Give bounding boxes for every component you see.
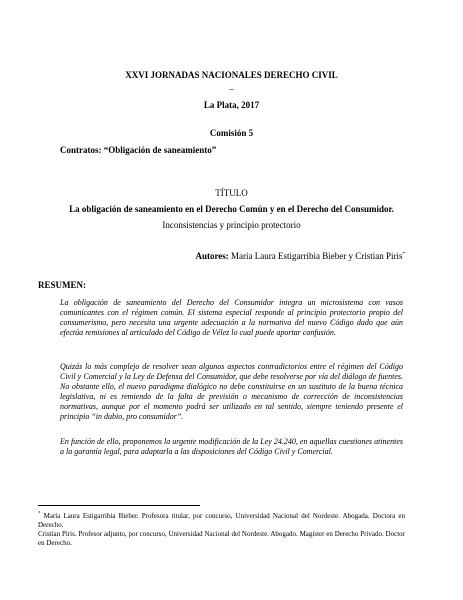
document-subtitle: Inconsistencias y principio protectorio	[162, 220, 301, 230]
footnote-mark: *	[38, 511, 41, 517]
summary-paragraph-2: Quizás lo más complejo de resolver sean algunos aspectos contradictorios entre el régimen del Código Civil y Comercial y la Ley de Defensa del Consumidor, que debe resolverse por vía del diálogo de fuentes. No obstante ello, el nuevo paradigma dialógico no debe constituirse en un sustituto de la buena técnica legislativa, ni es remiendo de la falta de previsión o mecanismo de corrección de inconsistencias normativas, aunque por el momento podrá ser utilizado en tal sentido, siempre teniendo presente el principio “in dubio, pro consumidor”.	[60, 362, 403, 421]
document-title: La obligación de saneamiento en el Derecho Común y en el Derecho del Consumidor.	[69, 204, 394, 214]
authors-label: Autores:	[195, 251, 229, 261]
authors-line	[195, 251, 405, 262]
summary-paragraph-1: La obligación de saneamiento del Derecho del Consumidor integra un microsistema con vasos comunicantes con el régimen común. El sistema especial responde al principio protectorio propio del consumerismo, pero necesita una urgente adecuación a la normativa del nuevo Código dado que aún efectúa remisiones al articulado del Código de Vélez lo cual puede aportar confusión.	[60, 298, 403, 337]
summary-heading: RESUMEN:	[38, 280, 87, 290]
authors-names: María Laura Estigarribia Bieber y Cristian Piris	[231, 251, 403, 261]
title-label: TÍTULO	[215, 188, 248, 198]
event-title: XXVI JORNADAS NACIONALES DERECHO CIVIL	[125, 70, 338, 80]
place-date: La Plata, 2017	[203, 100, 260, 110]
footnote-author-2: Cristian Piris. Profesor adjunto, por concurso, Universidad Nacional del Nordeste. Abogado. Magíster en Derecho Privado. Doctor en Derecho.	[38, 530, 405, 547]
commission: Comisión 5	[209, 128, 254, 138]
summary-paragraph-3: En función de ello, proponemos la urgente modificación de la Ley 24.240, en aquellas cuestiones atinentes a la garantía legal, para adaptarla a las disposiciones del Código Civil y Comercial.	[60, 437, 403, 456]
contracts-topic: Contratos: “Obligación de saneamiento”	[60, 145, 217, 155]
title-dash: –	[229, 84, 234, 94]
authors-footnote-mark: *	[402, 252, 405, 257]
footnote-separator	[38, 505, 200, 506]
footnote-text-1: María Laura Estigarribia Bieber. Profesora titular, por concurso, Universidad Nacional del Nordeste. Abogada. Doctora en Derecho.	[38, 512, 405, 529]
footnote-author-1	[38, 512, 405, 529]
